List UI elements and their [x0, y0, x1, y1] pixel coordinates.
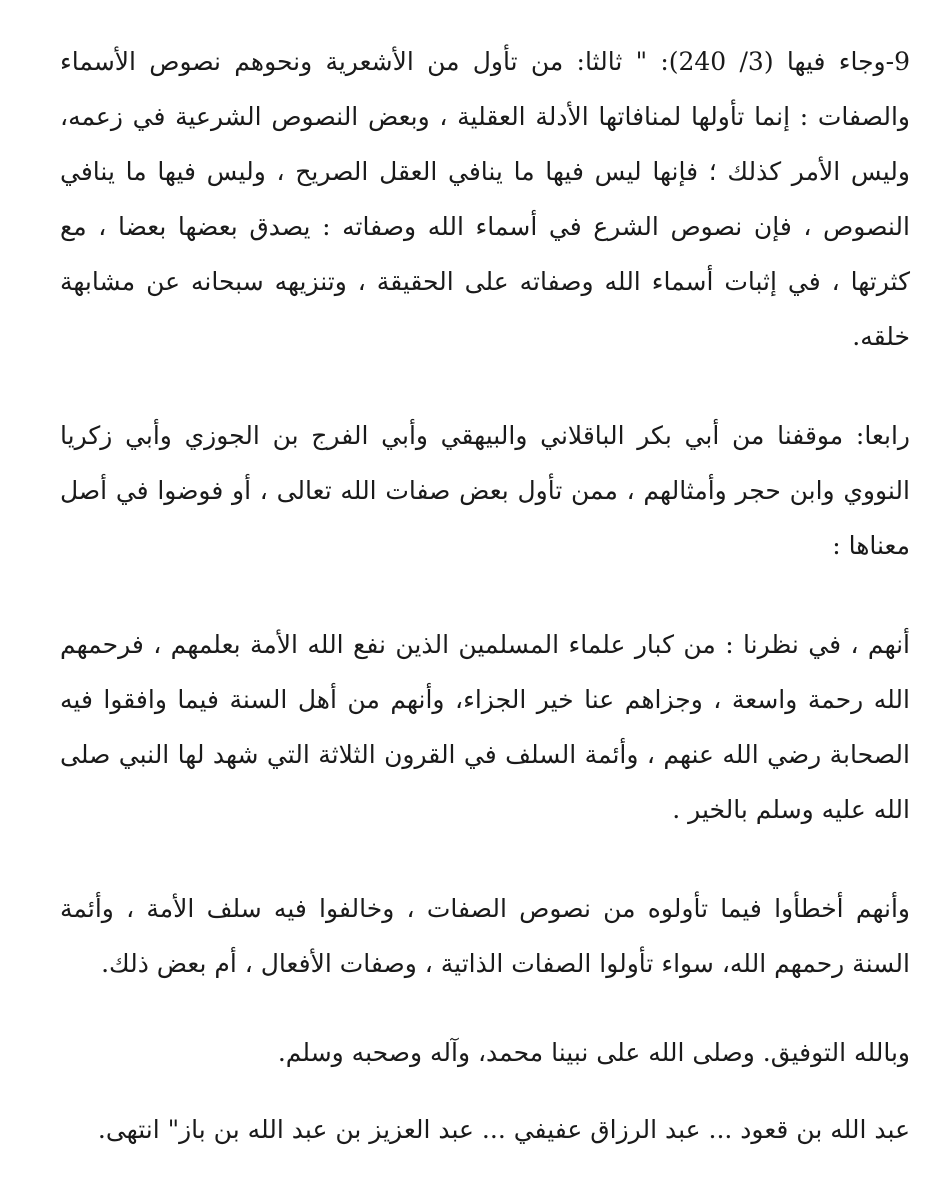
- quote-reference: 9-وجاء فيها (3/ 240): ": [635, 47, 910, 76]
- paragraph-scholars-error: وأنهم أخطأوا فيما تأولوه من نصوص الصفات ، وخالفوا فيه سلف الأمة ، وأئمة السنة رحمهم الله، سواء تأولوا الصفات الذاتية ، وصفات الأفعال ، أم بعض ذلك.: [60, 894, 910, 978]
- closing-salutation: وبالله التوفيق. وصلى الله على نبينا محمد، وآله وصحبه وسلم.: [277, 1038, 910, 1067]
- paragraph-text: ثالثا: من تأول من الأشعرية ونحوهم نصوص الأسماء والصفات : إنما تأولها لمنافاتها الأدلة العقلية ، وبعض النصوص الشرعية في زعمه، وليس الأمر كذلك ؛ فإنها ليس فيها ما ينافي العقل الصريح ، وليس فيها ما ينافي النصوص ، فإن نصوص الشرع في أسماء الله وصفاته : يصدق بعضها بعضا ، مع كثرتها ، في إثبات أسماء الله وصفاته على الحقيقة ، وتنزيهه سبحانه عن مشابهة خلقه.: [60, 47, 910, 351]
- paragraph-scholars-praise: أنهم ، في نظرنا : من كبار علماء المسلمين الذين نفع الله الأمة بعلمهم ، فرحمهم الله رحمة واسعة ، وجزاهم عنا خير الجزاء، وأنهم من أهل السنة فيما وافقوا فيه الصحابة رضي الله عنهم ، وأئمة السلف في القرون الثلاثة التي شهد لها النبي صلى الله عليه وسلم بالخير .: [60, 630, 910, 824]
- paragraph-fourth-point: رابعا: موقفنا من أبي بكر الباقلاني والبيهقي وأبي الفرج بن الجوزي وأبي زكريا النووي وابن حجر وأمثالهم ، ممن تأول بعض صفات الله تعالى ، أو فوضوا في أصل معناها :: [60, 421, 910, 560]
- signatories: عبد الله بن قعود ... عبد الرزاق عفيفي ... عبد العزيز بن عبد الله بن باز" انتهى.: [97, 1115, 910, 1144]
- paragraph-third-point: [60, 34, 910, 364]
